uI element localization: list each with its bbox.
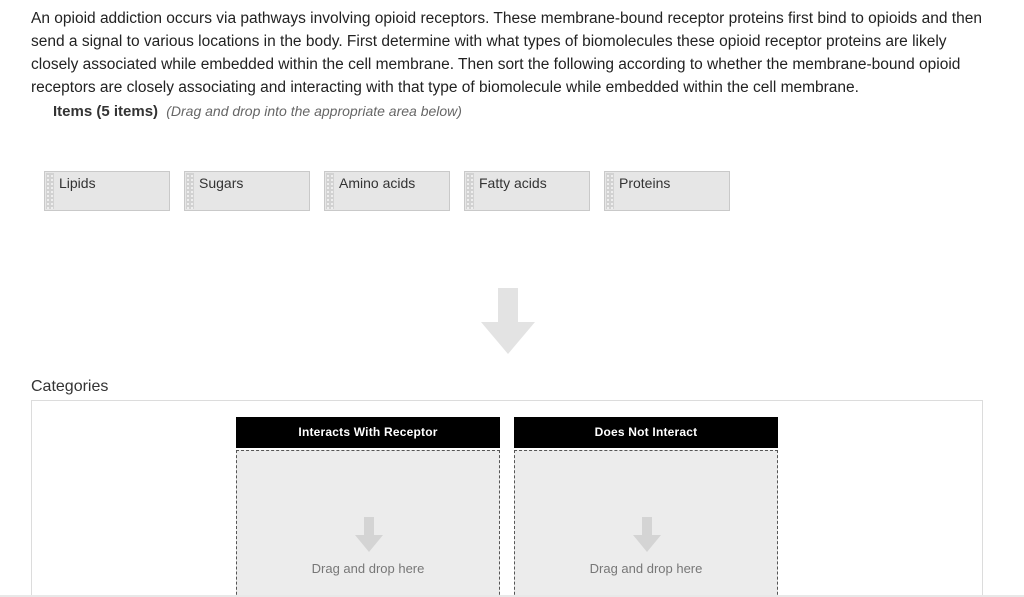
category-header: Interacts With Receptor: [236, 417, 500, 448]
draggable-item-fatty-acids[interactable]: [464, 171, 590, 211]
item-label: Proteins: [619, 175, 671, 191]
drop-hint: Drag and drop here: [311, 561, 425, 576]
question-text: An opioid addiction occurs via pathways involving opioid receptors. These membrane-bound receptor proteins first bind to opioids and then send a signal to various locations in the body. First determine with what types of biomolecules these opioid receptor proteins are likely closely associated while embedded within the cell membrane. Then sort the following according to whether the membrane-bound opioid receptors are closely associating and interacting with that type of biomolecule while embedded within the cell membrane.: [31, 10, 982, 96]
draggable-item-sugars[interactable]: [184, 171, 310, 211]
drag-handle-icon[interactable]: [606, 173, 614, 209]
items-count-label: Items (5 items): [53, 103, 159, 120]
arrow-down-icon: [481, 288, 535, 354]
categories-container: [31, 400, 983, 597]
drag-handle-icon[interactable]: [186, 173, 194, 209]
draggable-item-lipids[interactable]: [44, 171, 170, 211]
categories-title: Categories: [31, 378, 109, 395]
arrow-down-icon: [355, 517, 383, 552]
item-label: Lipids: [59, 175, 96, 191]
drop-zone-interacts[interactable]: [236, 450, 500, 597]
items-instruction: (Drag and drop into the appropriate area below): [166, 103, 462, 119]
draggable-item-proteins[interactable]: [604, 171, 730, 211]
drag-handle-icon[interactable]: [326, 173, 334, 209]
items-heading: [53, 100, 462, 123]
category-header: Does Not Interact: [514, 417, 778, 448]
item-label: Amino acids: [339, 175, 416, 191]
category-does-not-interact: [514, 417, 778, 576]
drop-hint: Drag and drop here: [589, 561, 703, 576]
item-label: Fatty acids: [479, 175, 547, 191]
drag-handle-icon[interactable]: [466, 173, 474, 209]
category-interacts-with-receptor: [236, 417, 500, 576]
drag-handle-icon[interactable]: [46, 173, 54, 209]
drop-zone-does-not-interact[interactable]: [514, 450, 778, 597]
draggable-item-amino-acids[interactable]: [324, 171, 450, 211]
arrow-down-icon: [633, 517, 661, 552]
item-label: Sugars: [199, 175, 244, 191]
